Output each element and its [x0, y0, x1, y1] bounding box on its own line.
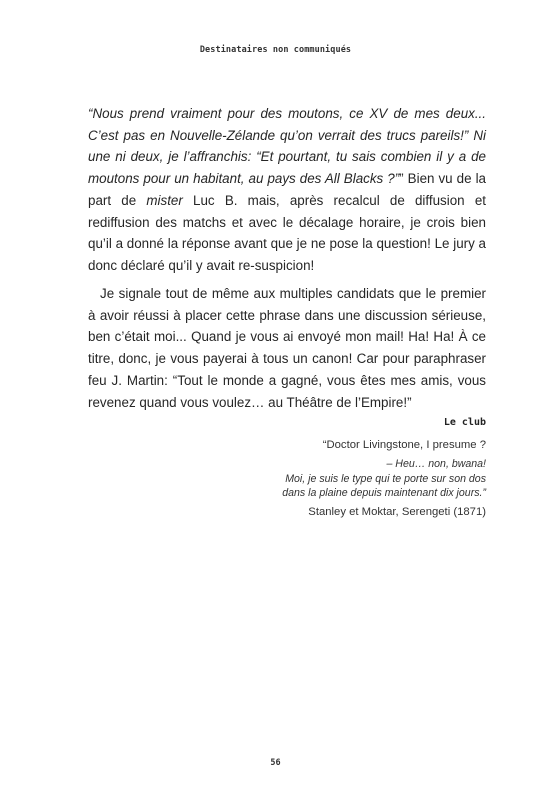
paragraph-text: Luc B. mais, après recalcul de diffusion et rediffusion des matchs et avec le décalage horaire, je crois bien qu’il a donné la réponse avant que je ne pose la question! Le jury a donc déclaré qu’il y avait re-suspicion!: [88, 192, 486, 273]
epigraph-line: Moi, je suis le type qui te porte sur son dos: [285, 473, 486, 485]
epigraph-source: Stanley et Moktar, Serengeti (1871): [308, 506, 486, 518]
epigraph-line: dans la plaine depuis maintenant dix jours.”: [282, 487, 486, 499]
body-paragraph-1: [88, 103, 486, 277]
quote-close: ” Bien vu de la part de: [88, 171, 486, 208]
mister-italic: mister: [146, 192, 183, 208]
page-number: 56: [270, 758, 281, 768]
body-paragraph-2: Je signale tout de même aux multiples candidats que le premier à avoir réussi à placer cette phrase dans une discussion sérieuse, ben c’était moi... Quand je vous ai envoyé mon mail! Ha! Ha! À ce titre, donc, je vous payerai à tous un canon! Car pour paraphraser feu J. Martin: “Tout le monde a gagné, vous êtes mes amis, vous revenez quand vous voulez… au Théâtre de l’Empire!”: [88, 286, 486, 410]
section-title: Le club: [443, 417, 486, 428]
running-head: Destinataires non communiqués: [199, 45, 352, 55]
quote-italic: “Nous prend vraiment pour des moutons, ce XV de mes deux... C’est pas en Nouvelle-Zélande qu’on verrait des trucs pareils!” Ni une ni deux, je l’affranchis: “Et pourtant, tu sais combien il y a de moutons pour un habitant, au pays des All Blacks ?”: [88, 106, 486, 187]
epigraph-line: “Doctor Livingstone, I presume ?: [322, 439, 486, 451]
epigraph-line: – Heu… non, bwana!: [386, 458, 486, 470]
